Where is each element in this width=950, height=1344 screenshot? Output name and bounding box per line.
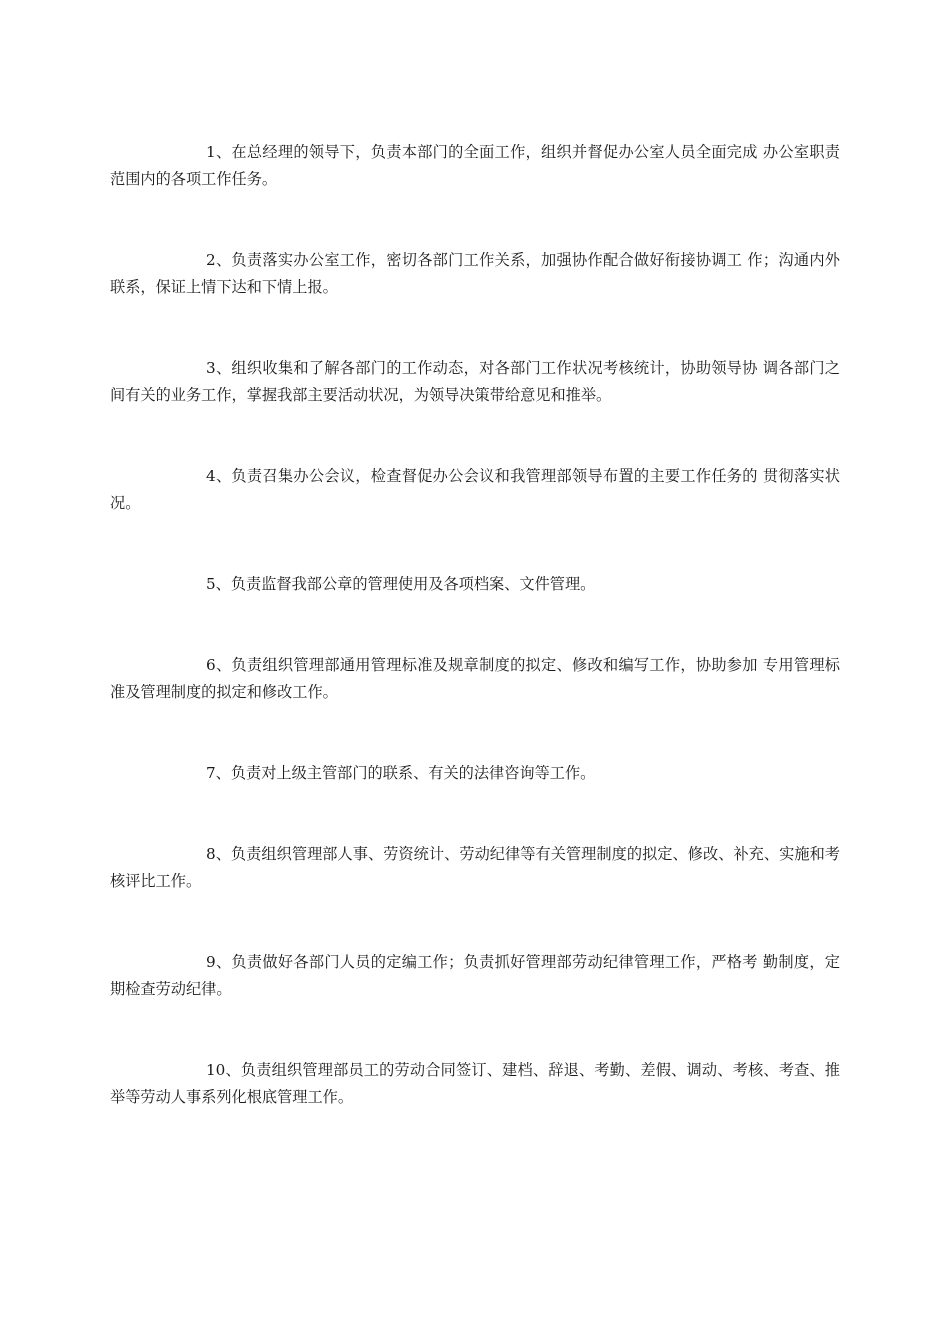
duty-paragraph-2: 2、负责落实办公室工作，密切各部门工作关系，加强协作配合做好衔接协调工 作；沟通内外联系，保证上情下达和下情上报。 [110,251,840,296]
duty-paragraph-4: 4、负责召集办公会议，检查督促办公会议和我管理部领导布置的主要工作任务的 贯彻落实状况。 [110,467,840,512]
duty-paragraph-6: 6、负责组织管理部通用管理标准及规章制度的拟定、修改和编写工作，协助参加 专用管理标准及管理制度的拟定和修改工作。 [110,656,840,701]
duty-paragraph-5: 5、负责监督我部公章的管理使用及各项档案、文件管理。 [206,575,596,593]
duty-paragraph-7: 7、负责对上级主管部门的联系、有关的法律咨询等工作。 [206,764,596,782]
duty-paragraph-9: 9、负责做好各部门人员的定编工作；负责抓好管理部劳动纪律管理工作，严格考 勤制度，定期检查劳动纪律。 [110,953,840,998]
duty-paragraph-3: 3、组织收集和了解各部门的工作动态，对各部门工作状况考核统计，协助领导协 调各部门之间有关的业务工作，掌握我部主要活动状况，为领导决策带给意见和推举。 [110,359,840,404]
document-body [110,139,840,1165]
duty-paragraph-8: 8、负责组织管理部人事、劳资统计、劳动纪律等有关管理制度的拟定、修改、补充、实施和考核评比工作。 [110,845,840,890]
duty-paragraph-1: 1、在总经理的领导下，负责本部门的全面工作，组织并督促办公室人员全面完成 办公室职责范围内的各项工作任务。 [110,143,840,188]
duty-paragraph-10: 10、负责组织管理部员工的劳动合同签订、建档、辞退、考勤、差假、调动、考核、考查、推举等劳动人事系列化根底管理工作。 [110,1061,840,1106]
